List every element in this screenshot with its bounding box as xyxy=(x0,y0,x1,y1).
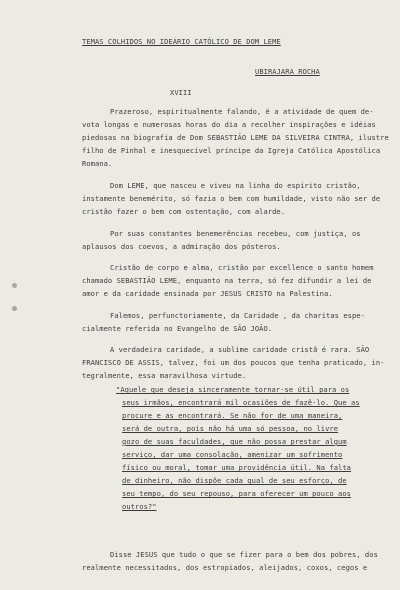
quote-line: seu tempo, do seu repouso, para oferecer um pouco aos xyxy=(122,489,352,498)
text-line: tegralmente, essa maravilhosa virtude. xyxy=(82,371,247,380)
punch-hole-lower xyxy=(12,306,17,311)
quote-line: "Aquele que deseja sinceramente tornar-se útil para os xyxy=(116,385,350,394)
quote-line: serviço, dar uma consolação, amenizar um sofrimento xyxy=(122,450,343,459)
quote-line: seus irmãos, encontrará mil ocasiões de fazê-lo. Que as xyxy=(122,398,360,407)
quote-line: gozo de suas faculdades, que não possa prestar algum xyxy=(122,437,347,446)
text-line: Dom LEME, que nasceu e viveu na linha do espírito cristão, xyxy=(110,181,361,190)
chapter-number: XVIII xyxy=(170,88,192,97)
text-line: Cristão de corpo e alma, cristão par excellence o santo homem xyxy=(110,263,374,272)
text-line: vota longas e numerosas horas do dia a recolher inspirações e idéias xyxy=(82,120,376,129)
text-line: aplausos dos coevos, a admiração dos pósteros. xyxy=(82,242,281,251)
text-line: Disse JESUS que tudo o que se fizer para o bem dos pobres, dos xyxy=(110,550,378,559)
author-name: UBIRAJARA ROCHA xyxy=(255,67,320,76)
text-line: realmente necessitados, dos estropiados, aleijados, coxos, cegos e xyxy=(82,563,368,572)
text-line: cialmente referida no Evangelho de SÃO JOÃO. xyxy=(82,324,273,333)
text-line: Por suas constantes benemerências recebeu, com justiça, os xyxy=(110,229,361,238)
punch-hole-upper xyxy=(12,283,17,288)
text-line: filho de Pinhal e inesquecível príncipe da Igreja Católica Apostólica xyxy=(82,146,381,155)
text-line: instamente benemérito, só fazia o bem com humildade, visto não ser de xyxy=(82,194,381,203)
text-line: cristão fazer o bem com ostentação, com alarde. xyxy=(82,207,286,216)
text-line: chamado SEBASTIÃO LEME, enquanto na terra, só fez difundir a lei de xyxy=(82,276,372,285)
text-line: Prazeroso, espiritualmente falando, é a atividade de quem de- xyxy=(110,107,374,116)
text-line: A verdadeira caridade, a sublime caridade cristã é rara. SÃO xyxy=(110,345,370,354)
quote-line: procure e as encontrará. Se não for de uma maneira, xyxy=(122,411,343,420)
quote-line: físico ou moral, tomar uma providência útil. Na falta xyxy=(122,463,352,472)
text-line: piedosas na biografia de Dom SEBASTIÃO LEME DA SILVEIRA CINTRA, ilustre xyxy=(82,133,389,142)
text-line: Falemos, perfunctoriamente, da Caridade , da charitas espe- xyxy=(110,311,365,320)
document-title: TEMAS COLHIDOS NO IDEÁRIO CATÓLICO DE DOM LEME xyxy=(82,37,281,46)
quote-line: será de outra, pois não há uma só pessoa, no livre xyxy=(122,424,339,433)
text-line: Romana. xyxy=(82,159,113,168)
quote-line: de dinheiro, não dispõe cada qual de seu esforço, de xyxy=(122,476,347,485)
quote-line: outros?" xyxy=(122,502,157,511)
text-line: amor e da caridade ensinada por JESUS CRISTO na Palestina. xyxy=(82,289,333,298)
text-line: FRANCISCO DE ASSIS, talvez, foi um dos poucos que tenha praticado, in- xyxy=(82,358,385,367)
